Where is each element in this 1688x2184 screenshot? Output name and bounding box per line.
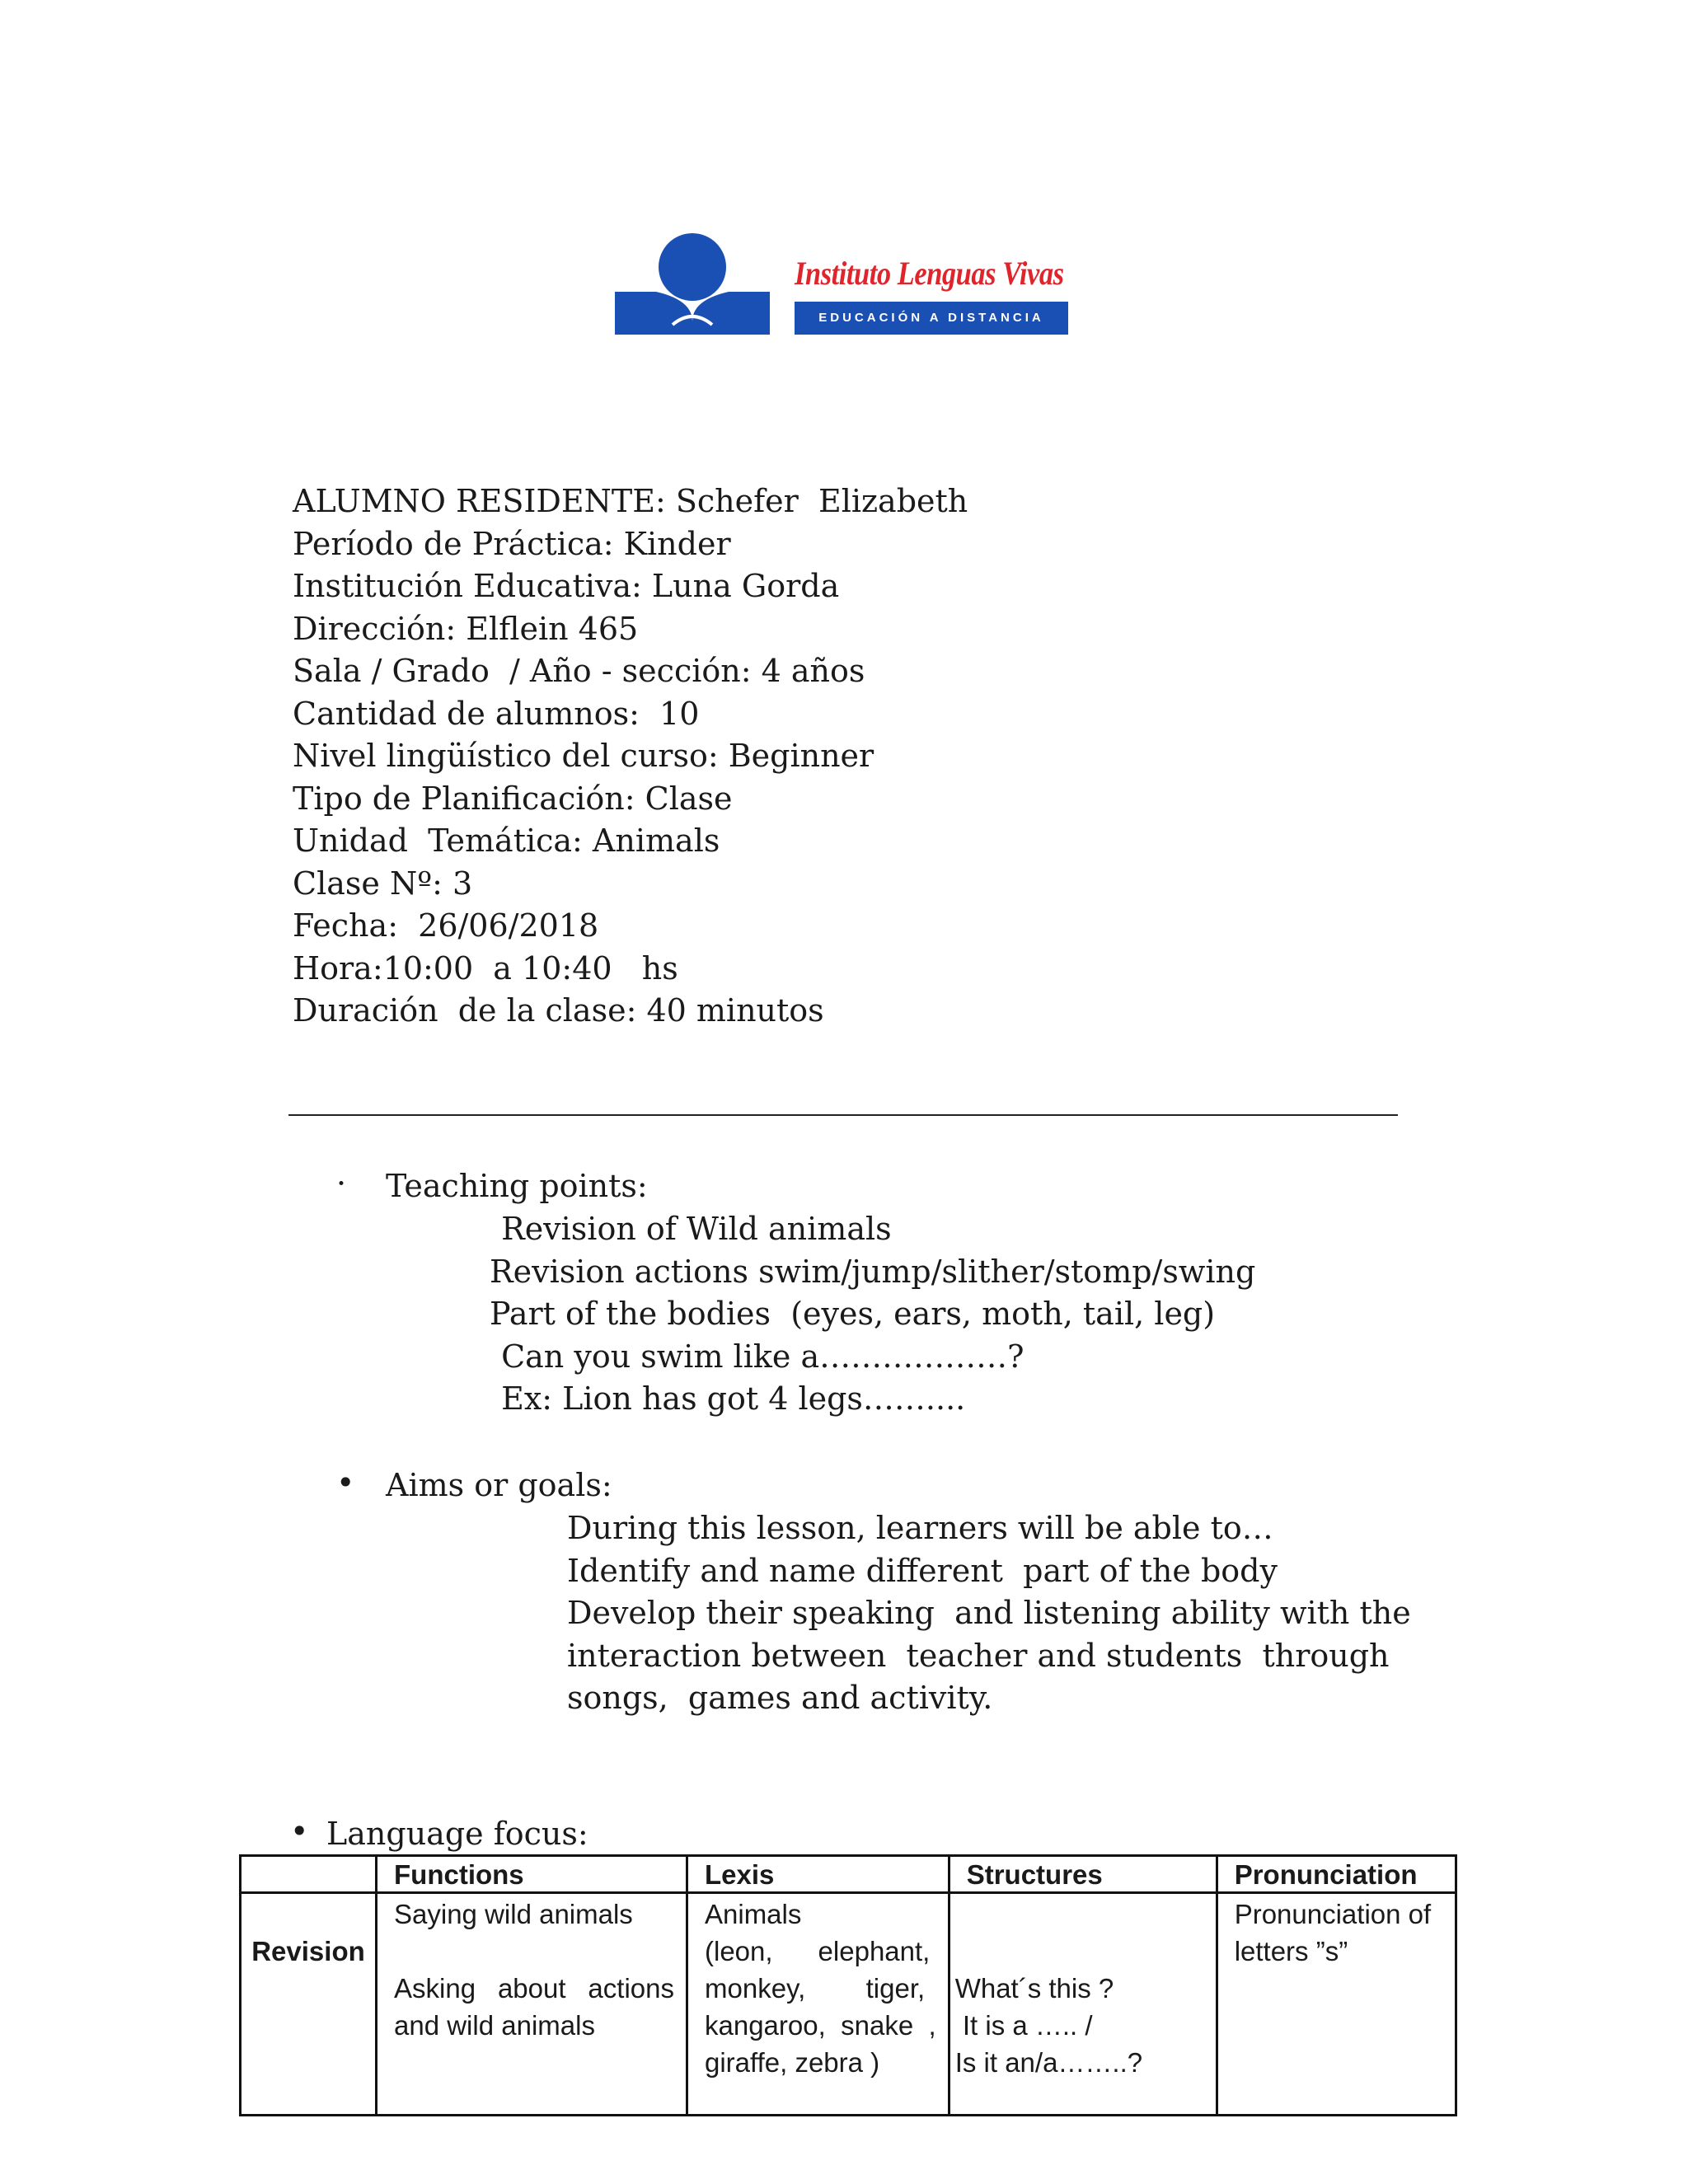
aim-line: interaction between teacher and students through — [567, 1637, 1390, 1674]
table-row — [241, 1893, 1456, 2116]
cell-line: Saying wild animals — [394, 1899, 633, 1929]
table-header-cell: Lexis — [687, 1856, 950, 1893]
logo-emblem-icon — [615, 232, 796, 340]
cell-line: Is it an/a……..? — [954, 2047, 1143, 2078]
cell-line — [394, 1933, 674, 1970]
table-header-row — [241, 1856, 1456, 1893]
class-info — [293, 480, 968, 1033]
logo-title: Instituto Lenguas Vivas — [795, 255, 1064, 292]
cell-line: monkey, tiger, — [705, 1973, 926, 2004]
teaching-points-list — [491, 1208, 1255, 1421]
table-header-cell — [241, 1856, 377, 1893]
teaching-point: Revision of Wild animals — [491, 1211, 892, 1247]
lexis-cell — [687, 1893, 950, 2116]
aim-line: songs, games and activity. — [567, 1680, 993, 1716]
aims-heading: Aims or goals: — [386, 1467, 612, 1503]
logo-subtitle: EDUCACIÓN A DISTANCIA — [818, 311, 1044, 325]
info-line: Dirección: Elflein 465 — [293, 610, 639, 647]
info-line: Unidad Temática: Animals — [293, 823, 720, 859]
info-line: Período de Práctica: Kinder — [293, 525, 731, 562]
logo-subtitle-bar — [795, 302, 1068, 335]
info-line: Institución Educativa: Luna Gorda — [293, 568, 840, 604]
teaching-point: Revision actions swim/jump/slither/stomp/swing — [490, 1253, 1256, 1290]
table-header-cell: Pronunciation — [1217, 1856, 1456, 1893]
aim-line: During this lesson, learners will be able to… — [567, 1510, 1273, 1546]
institute-logo — [615, 232, 1068, 340]
language-focus-heading: Language focus: — [326, 1816, 588, 1852]
teaching-point: Ex: Lion has got 4 legs…….... — [491, 1380, 966, 1417]
cell-line: Animals — [705, 1899, 802, 1929]
teaching-points-heading: Teaching points: — [386, 1168, 648, 1204]
cell-line: and wild animals — [394, 2010, 595, 2041]
row-label: Revision — [241, 1893, 377, 2116]
cell-line: Pronunciation of — [1234, 1899, 1432, 1929]
aims-list — [567, 1507, 1411, 1720]
table-header-cell: Functions — [377, 1856, 687, 1893]
cell-line — [955, 1933, 1204, 1970]
divider-line — [288, 1114, 1398, 1116]
cell-line: kangaroo, snake , — [705, 2010, 936, 2041]
cell-line: Asking about actions — [394, 1973, 674, 2004]
table-header-cell: Structures — [949, 1856, 1217, 1893]
bullet-icon: · — [336, 1165, 347, 1202]
info-line: Sala / Grado / Año - sección: 4 años — [293, 653, 865, 689]
functions-cell — [377, 1893, 687, 2116]
info-line: Nivel lingüístico del curso: Beginner — [293, 738, 874, 774]
aim-line: Identify and name different part of the body — [567, 1552, 1278, 1589]
aim-line: Develop their speaking and listening ability with the — [567, 1595, 1411, 1631]
bullet-icon: • — [290, 1813, 309, 1849]
info-line: Clase Nº: 3 — [293, 865, 473, 902]
cell-line: What´s this ? — [954, 1973, 1114, 2004]
teaching-point: Part of the bodies (eyes, ears, moth, tail, leg) — [490, 1296, 1216, 1332]
info-line: ALUMNO RESIDENTE: Schefer Elizabeth — [293, 483, 968, 519]
info-line: Fecha: 26/06/2018 — [293, 907, 599, 944]
teaching-point: Can you swim like a………………? — [491, 1338, 1025, 1375]
cell-line: giraffe, zebra ) — [705, 2047, 880, 2078]
info-line: Duración de la clase: 40 minutos — [293, 992, 824, 1029]
pronunciation-cell — [1217, 1893, 1456, 2116]
cell-line: It is a ….. / — [954, 2010, 1093, 2041]
info-line: Cantidad de alumnos: 10 — [293, 695, 700, 732]
info-line: Hora:10:00 a 10:40 hs — [293, 949, 678, 987]
cell-line — [955, 1896, 1204, 1933]
structures-cell — [949, 1893, 1217, 2116]
info-line: Tipo de Planificación: Clase — [293, 780, 733, 817]
language-focus-table — [239, 1854, 1457, 2116]
cell-line: (leon, elephant, — [705, 1936, 931, 1966]
cell-line: letters ”s” — [1234, 1936, 1348, 1966]
bullet-icon: • — [336, 1465, 355, 1501]
